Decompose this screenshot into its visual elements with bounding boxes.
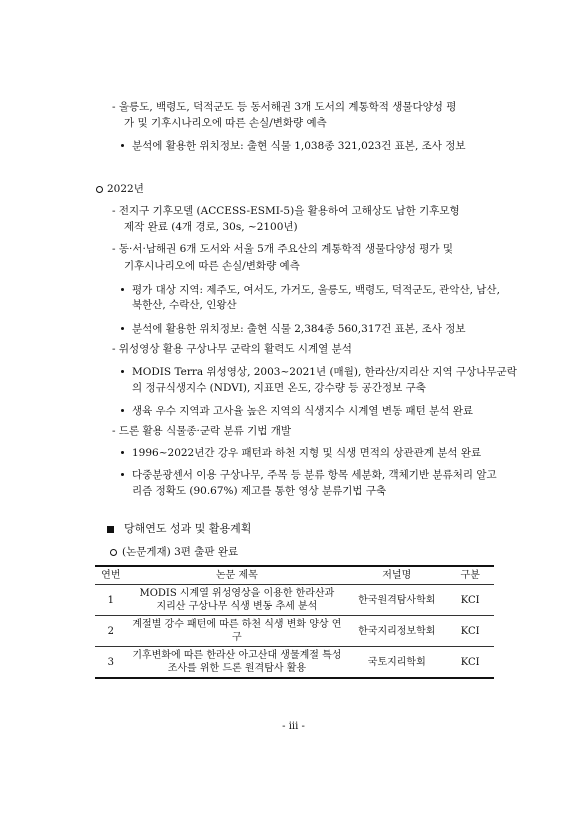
row-type: KCI [446,616,494,647]
row-no: 2 [95,616,127,647]
bullet-item: 분석에 활용한 위치정보: 출현 식물 2,384종 560,317건 표본, 조사 정보 [132,323,466,335]
circle-bullet-icon [110,549,117,556]
header-title: 논문 제목 [127,566,347,585]
dash-item-line: 기후시나리오에 따른 손실/변화량 예측 [124,260,300,272]
dash-item-line: - 동·서·남해권 6개 도서와 서울 5개 주요산의 계통학적 생물다양성 평가 및 [112,243,453,255]
dash-item-line: - 드론 활용 식물종·군락 분류 기법 개발 [112,425,292,437]
section-title: 당해연도 성과 및 활용계획 [124,522,252,535]
bullet-dot-icon [121,327,124,330]
row-journal: 한국지리정보학회 [347,616,446,647]
row-type: KCI [446,647,494,679]
table-row [95,616,494,647]
header-type: 구분 [446,566,494,585]
row-no: 3 [95,647,127,679]
table-header-row [95,566,494,585]
bullet-item: 리즘 정확도 (90.67%) 제고를 통한 영상 분류기법 구축 [132,485,387,497]
square-bullet-icon [107,526,114,533]
row-title [127,616,347,647]
row-journal: 한국원격탐사학회 [347,585,446,616]
row-type: KCI [446,585,494,616]
dash-item-line: 제작 완료 (4개 경로, 30s, ~2100년) [124,221,298,233]
bullet-item: 북한산, 수락산, 인왕산 [132,299,237,311]
row-title [127,585,347,616]
publication-table [95,565,494,679]
row-title-line: 계절별 강수 패턴에 따른 하천 식생 변화 양상 연구 [132,619,342,643]
sub-heading: (논문게재) 3편 출판 완료 [122,546,239,558]
dash-item-line: - 울릉도, 백령도, 덕적군도 등 동서해권 3개 도서의 계통학적 생물다양성 평 [112,101,457,113]
row-title-line: 지리산 구상나무 식생 변동 추세 분석 [156,601,318,612]
row-no: 1 [95,585,127,616]
bullet-item: 1996~2022년간 강우 패턴과 하천 지형 및 식생 면적의 상관관계 분석 완료 [132,447,482,459]
table-row [95,647,494,679]
bullet-item: 분석에 활용한 위치정보: 출현 식물 1,038종 321,023건 표본, 조사 정보 [132,140,466,152]
dash-item-line: - 전지구 기후모델 (ACCESS-ESMI-5)을 활용하여 고해상도 남한 기후모형 [112,205,460,217]
year-heading: 2022년 [107,183,144,195]
dash-item-line: - 위성영상 활용 구상나무 군락의 활력도 시계열 분석 [112,343,352,355]
bullet-dot-icon [121,370,124,373]
bullet-item: 생육 우수 지역과 고사율 높은 지역의 식생지수 시계열 변동 패턴 분석 완료 [132,405,474,417]
bullet-dot-icon [121,473,124,476]
bullet-item: MODIS Terra 위성영상, 2003~2021년 (매월), 한라산/지리산 지역 구상나무군락 [132,366,517,378]
row-title [127,647,347,679]
bullet-item: 의 정규식생지수 (NDVI), 지표면 온도, 강수량 등 공간정보 구축 [132,382,426,394]
row-title-line: 기후변화에 따른 한라산 아고산대 생물계절 특성 [132,650,342,661]
bullet-dot-icon [121,451,124,454]
dash-item-line: 가 및 기후시나리오에 따른 손실/변화량 예측 [124,117,327,129]
page-number: - iii - [282,721,305,732]
header-journal: 저널명 [347,566,446,585]
row-title-line: MODIS 시계열 위성영상을 이용한 한라산과 [139,588,335,599]
bullet-item: 다중분광센서 이용 구상나무, 주목 등 분류 항목 세분화, 객체기반 분류처리 알고 [132,469,497,481]
table-row [95,585,494,616]
bullet-item: 평가 대상 지역: 제주도, 여서도, 가거도, 울릉도, 백령도, 덕적군도, 관악산, 남산, [132,284,500,296]
row-title-line: 조사를 위한 드론 원격탐사 활용 [167,663,307,674]
bullet-dot-icon [121,409,124,412]
circle-bullet-icon [96,186,103,193]
row-journal: 국토지리학회 [347,647,446,679]
bullet-dot-icon [121,288,124,291]
header-no: 연번 [95,566,127,585]
bullet-dot-icon [121,144,124,147]
